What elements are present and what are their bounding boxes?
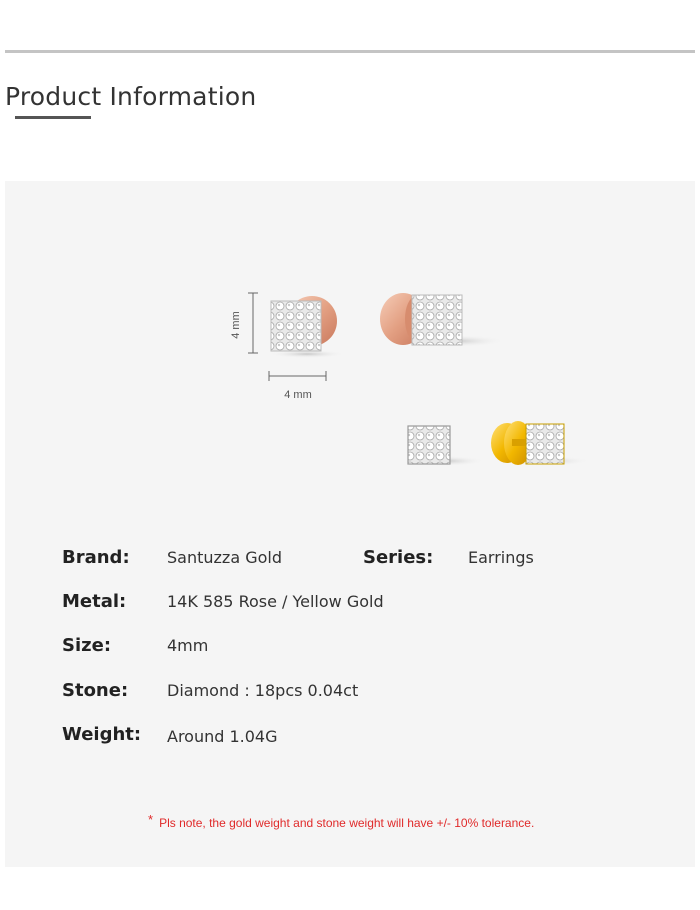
white-earring-front — [405, 426, 485, 466]
brand-label: Brand: — [62, 547, 130, 568]
weight-value: Around 1.04G — [167, 727, 278, 746]
spec-row-size — [62, 635, 682, 665]
width-dimension — [269, 371, 326, 401]
spec-row-brand — [62, 547, 682, 577]
width-label: 4 mm — [284, 389, 312, 401]
top-divider — [5, 50, 695, 53]
spec-row-weight — [62, 724, 682, 754]
spec-row-metal — [62, 591, 682, 621]
yellow-earring-side — [491, 421, 590, 466]
metal-label: Metal: — [62, 591, 127, 612]
product-panel — [5, 181, 695, 867]
metal-value: 14K 585 Rose / Yellow Gold — [167, 592, 384, 611]
note-text: Pls note, the gold weight and stone weight will have +/- 10% tolerance. — [159, 816, 535, 830]
size-value: 4mm — [167, 636, 209, 655]
size-label: Size: — [62, 635, 112, 656]
rose-earring-front — [269, 296, 345, 358]
height-dimension — [230, 293, 258, 353]
series-value: Earrings — [468, 548, 534, 567]
series-label: Series: — [363, 547, 434, 568]
product-image — [215, 281, 605, 521]
stone-label: Stone: — [62, 680, 129, 701]
height-label: 4 mm — [230, 311, 242, 339]
brand-value: Santuzza Gold — [167, 548, 282, 567]
stone-value: Diamond : 18pcs 0.04ct — [167, 681, 359, 700]
tolerance-note — [148, 812, 535, 830]
section-title: Product Information — [5, 82, 257, 111]
weight-label: Weight: — [62, 724, 142, 745]
title-underline — [15, 116, 91, 119]
spec-row-stone — [62, 680, 682, 710]
note-asterisk: * — [148, 812, 154, 827]
rose-earring-side — [380, 293, 505, 347]
